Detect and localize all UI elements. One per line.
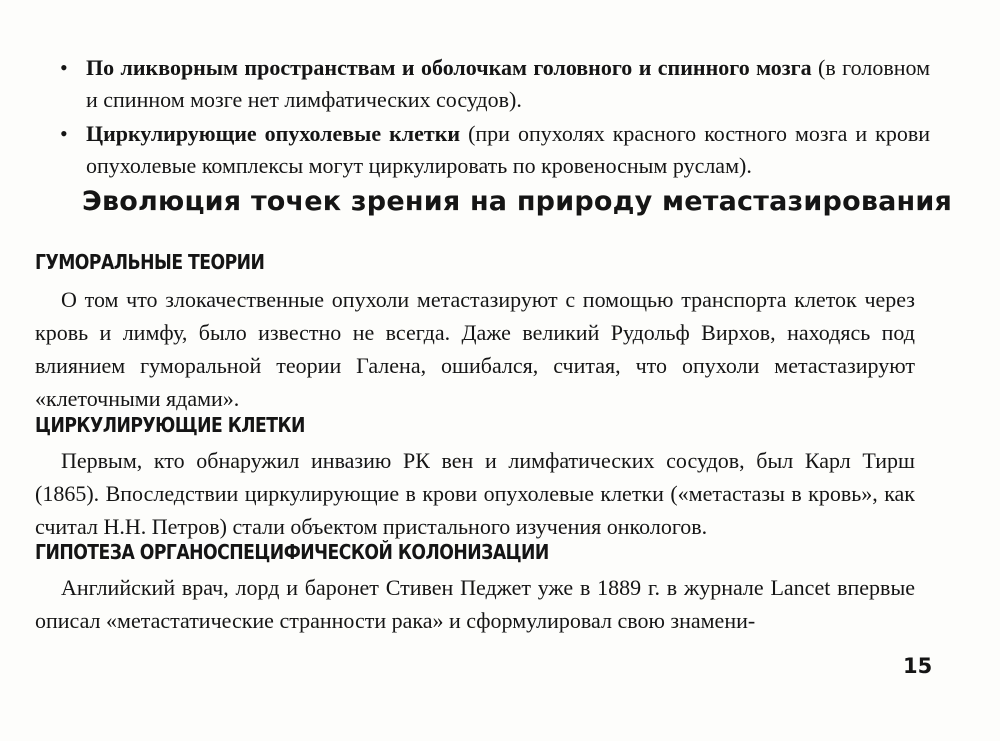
bullet-bold-text: По ликворным пространствам и оболочкам головного и спинного мозга xyxy=(86,55,812,80)
bullet-dot-icon: • xyxy=(60,121,68,146)
bullet-list xyxy=(58,52,930,184)
bullet-item xyxy=(58,118,930,182)
section-paragraph: Английский врач, лорд и баронет Стивен Педжет уже в 1889 г. в журнале Lancet впервые описал «метастатические странности рака» и сформулировал свою знамени- xyxy=(35,575,915,633)
bullet-text: (при опухолях красного костного мозга и крови опухолевые комплексы могут циркулировать по кровеносным руслам). xyxy=(86,121,930,178)
section-heading: ГУМОРАЛЬНЫЕ ТЕОРИИ xyxy=(35,250,265,274)
bullet-dot-icon: • xyxy=(60,55,68,80)
section-heading: ЦИРКУЛИРУЮЩИЕ КЛЕТКИ xyxy=(35,413,305,437)
chapter-title: Эволюция точек зрения на природу метастазирования xyxy=(82,186,953,217)
section-heading: ГИПОТЕЗА ОРГАНОСПЕЦИФИЧЕСКОЙ КОЛОНИЗАЦИИ xyxy=(35,540,549,564)
bullet-text: (в головном и спинном мозге нет лимфатических сосудов). xyxy=(86,55,930,112)
section-paragraph: Первым, кто обнаружил инвазию РК вен и лимфатических сосудов, был Карл Тирш (1865). Впоследствии циркулирующие в крови опухолевые клетки («метастазы в кровь», как считал Н.Н. Петров) стали объектом пристального изучения онкологов. xyxy=(35,448,915,539)
bullet-item xyxy=(58,52,930,116)
section-paragraph: О том что злокачественные опухоли метастазируют с помощью транспорта клеток через кровь и лимфу, было известно не всегда. Даже великий Рудольф Вирхов, находясь под влиянием гуморальной теории Галена, ошибался, считая, что опухоли метастазируют «клеточными ядами». xyxy=(35,287,915,411)
page-number: 15 xyxy=(903,654,933,678)
bullet-bold-text: Циркулирующие опухолевые клетки xyxy=(86,121,461,146)
